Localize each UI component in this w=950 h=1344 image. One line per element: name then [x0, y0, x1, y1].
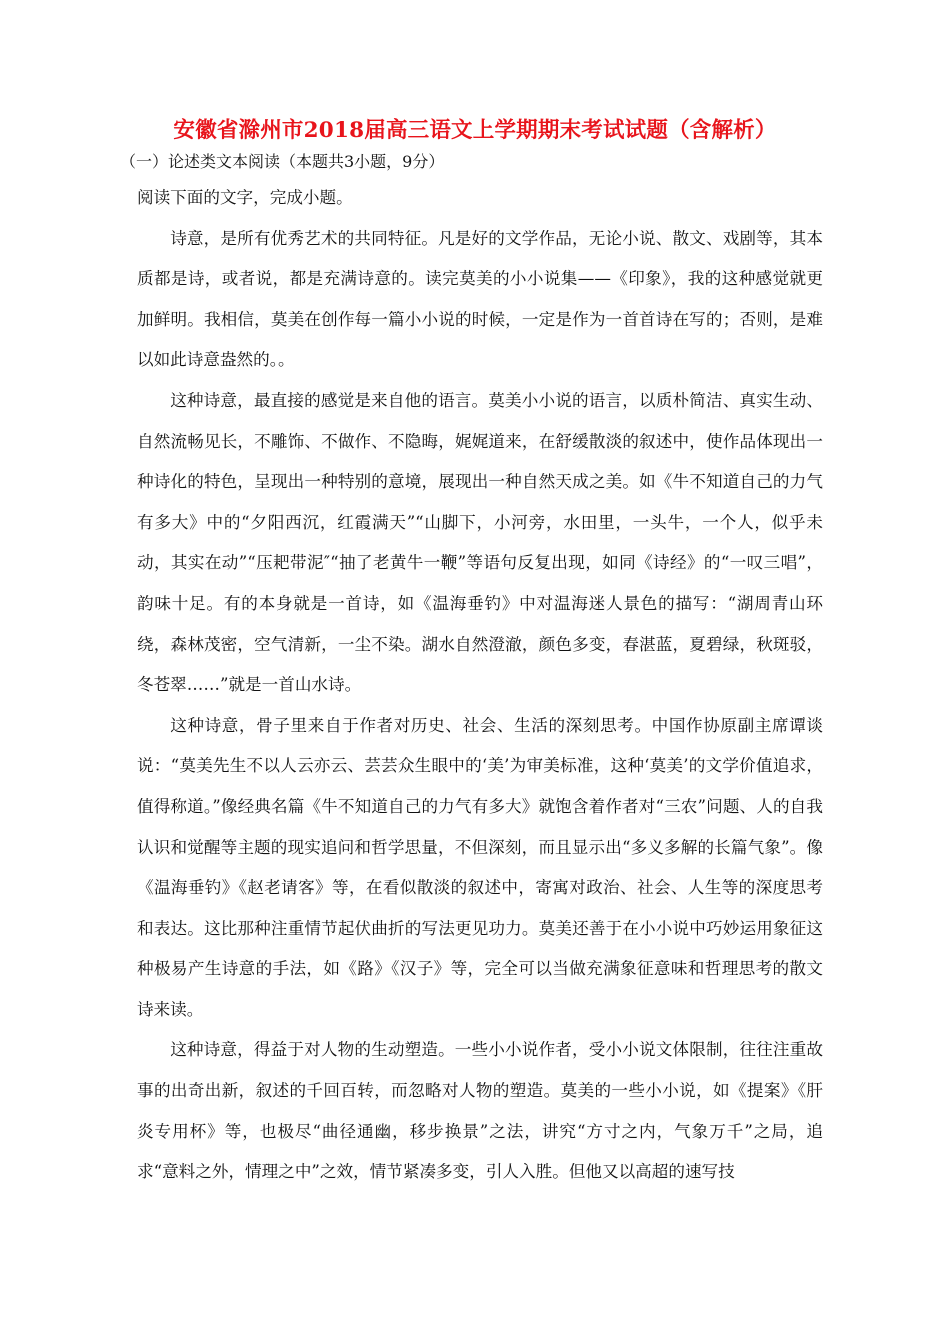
paragraph-1: 诗意，是所有优秀艺术的共同特征。凡是好的文学作品，无论小说、散文、戏剧等，其本质都是诗，或者说，都是充满诗意的。读完莫美的小小说集——《印象》，我的这种感觉就更加鲜明。我相信，莫美在创作每一篇小小说的时候，一定是作为一首首诗在写的；否则，是难以如此诗意盎然的。。 [137, 228, 823, 370]
document-title: 安徽省滁州市2018届高三语文上学期期末考试试题（含解析） [173, 118, 777, 143]
reading-instruction: 阅读下面的文字，完成小题。 [137, 188, 353, 207]
section-heading: （一）论述类文本阅读（本题共3小题，9分） [120, 152, 445, 171]
paragraph-4: 这种诗意，得益于对人物的生动塑造。一些小小说作者，受小小说文体限制，往往注重故事的出奇出新，叙述的千回百转，而忽略对人物的塑造。莫美的一些小小说，如《提案》《肝炎专用杯》等，也极尽“曲径通幽，移步换景”之法，讲究“方寸之内，气象万千”之局，追求“意料之外，情理之中”之效，情节紧凑多变，引人入胜。但他又以高超的速写技 [137, 1040, 823, 1182]
paragraph-2: 这种诗意，最直接的感觉是来自他的语言。莫美小小说的语言，以质朴简洁、真实生动、自然流畅见长，不雕饰、不做作、不隐晦，娓娓道来，在舒缓散淡的叙述中，使作品体现出一种诗化的特色，呈现出一种特别的意境，展现出一种自然天成之美。如《牛不知道自己的力气有多大》中的“夕阳西沉，红霞满天”“山脚下，小河旁，水田里，一头牛，一个人，似乎未动，其实在动”“压耙带泥″“抽了老黄牛一鞭”等语句反复出现，如同《诗经》的“一叹三唱”，韵味十足。有的本身就是一首诗，如《温海垂钓》中对温海迷人景色的描写：“湖周青山环绕，森林茂密，空气清新，一尘不染。湖水自然澄澈，颜色多变，春湛蓝，夏碧绿，秋斑驳，冬苍翠……”就是一首山水诗。 [137, 390, 823, 695]
document-body [137, 178, 823, 1193]
paragraph-3: 这种诗意，骨子里来自于作者对历史、社会、生活的深刻思考。中国作协原副主席谭谈说：“莫美先生不以人云亦云、芸芸众生眼中的‘美’为审美标准，这种‘莫美’的文学价值追求，值得称道。”像经典名篇《牛不知道自己的力气有多大》就饱含着作者对“三农”问题、人的自我认识和觉醒等主题的现实追问和哲学思量，不但深刻，而且显示出“多义多解的长篇气象”。像《温海垂钓》《赵老请客》等，在看似散淡的叙述中，寄寓对政治、社会、人生等的深度思考和表达。这比那种注重情节起伏曲折的写法更见功力。莫美还善于在小小说中巧妙运用象征这种极易产生诗意的手法，如《路》《汉子》等，完全可以当做充满象征意味和哲理思考的散文诗来读。 [137, 715, 823, 1019]
